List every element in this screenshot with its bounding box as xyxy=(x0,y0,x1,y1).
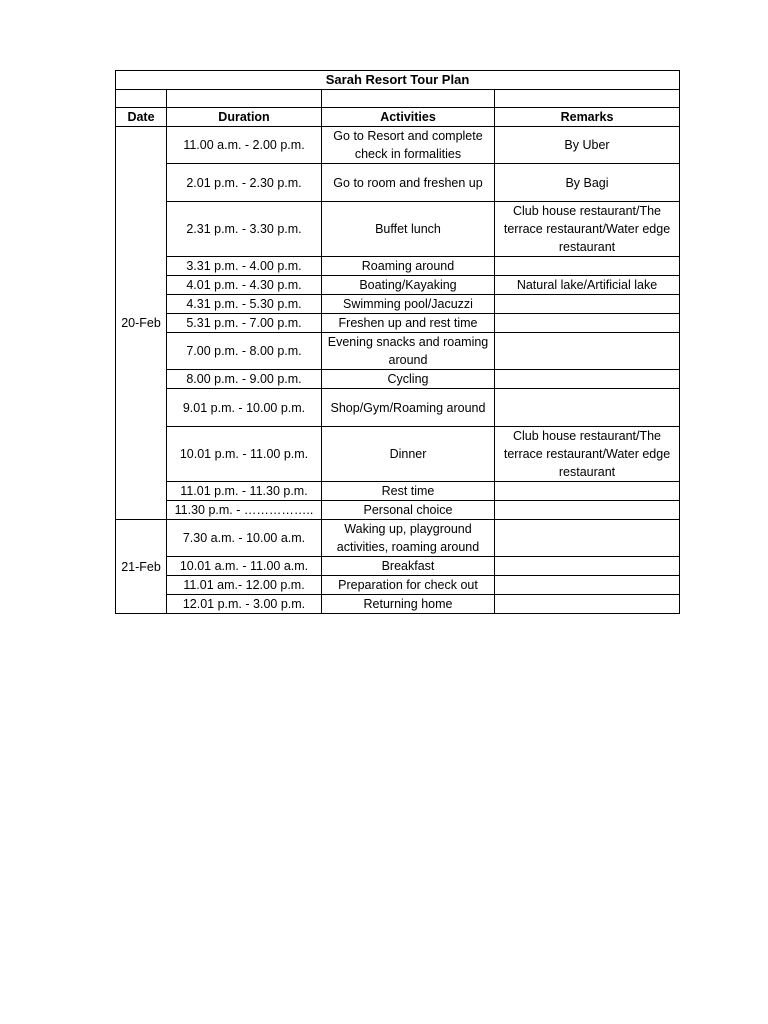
tour-plan-table xyxy=(115,70,680,614)
remarks-cell xyxy=(495,501,680,520)
duration-cell: 11.01 p.m. - 11.30 p.m. xyxy=(167,482,322,501)
activity-cell: Go to room and freshen up xyxy=(322,164,495,202)
remarks-cell xyxy=(495,576,680,595)
activity-cell: Evening snacks and roaming around xyxy=(322,333,495,370)
title-row xyxy=(116,71,680,90)
blank-cell xyxy=(116,90,167,108)
activity-cell: Freshen up and rest time xyxy=(322,314,495,333)
table-row xyxy=(116,576,680,595)
remarks-cell: Club house restaurant/The terrace restaurant/Water edge restaurant xyxy=(495,427,680,482)
table-row xyxy=(116,595,680,614)
activity-cell: Breakfast xyxy=(322,557,495,576)
table-row xyxy=(116,370,680,389)
remarks-cell: Club house restaurant/The terrace restaurant/Water edge restaurant xyxy=(495,202,680,257)
activity-cell: Shop/Gym/Roaming around xyxy=(322,389,495,427)
table-row xyxy=(116,520,680,557)
remarks-cell xyxy=(495,257,680,276)
duration-cell: 7.00 p.m. - 8.00 p.m. xyxy=(167,333,322,370)
header-remarks: Remarks xyxy=(495,108,680,127)
activity-cell: Boating/Kayaking xyxy=(322,276,495,295)
activity-cell: Dinner xyxy=(322,427,495,482)
activity-cell: Personal choice xyxy=(322,501,495,520)
blank-row xyxy=(116,90,680,108)
remarks-cell: Natural lake/Artificial lake xyxy=(495,276,680,295)
duration-cell: 12.01 p.m. - 3.00 p.m. xyxy=(167,595,322,614)
duration-cell: 4.31 p.m. - 5.30 p.m. xyxy=(167,295,322,314)
duration-cell: 10.01 p.m. - 11.00 p.m. xyxy=(167,427,322,482)
remarks-cell: By Bagi xyxy=(495,164,680,202)
remarks-cell xyxy=(495,595,680,614)
activity-cell: Cycling xyxy=(322,370,495,389)
duration-cell: 3.31 p.m. - 4.00 p.m. xyxy=(167,257,322,276)
remarks-cell xyxy=(495,389,680,427)
table-row xyxy=(116,427,680,482)
duration-cell: 9.01 p.m. - 10.00 p.m. xyxy=(167,389,322,427)
header-row xyxy=(116,108,680,127)
table-row xyxy=(116,295,680,314)
blank-cell xyxy=(495,90,680,108)
date-cell: 21-Feb xyxy=(116,520,167,614)
duration-cell: 7.30 a.m. - 10.00 a.m. xyxy=(167,520,322,557)
activity-cell: Go to Resort and complete check in formalities xyxy=(322,127,495,164)
table-row xyxy=(116,164,680,202)
table-row xyxy=(116,314,680,333)
blank-cell xyxy=(322,90,495,108)
activity-cell: Swimming pool/Jacuzzi xyxy=(322,295,495,314)
duration-cell: 11.30 p.m. - …………….. xyxy=(167,501,322,520)
table-row xyxy=(116,557,680,576)
duration-cell: 11.00 a.m. - 2.00 p.m. xyxy=(167,127,322,164)
table-row xyxy=(116,257,680,276)
remarks-cell xyxy=(495,370,680,389)
table-row xyxy=(116,333,680,370)
remarks-cell xyxy=(495,482,680,501)
table-row xyxy=(116,501,680,520)
remarks-cell xyxy=(495,557,680,576)
table-row xyxy=(116,389,680,427)
table-title: Sarah Resort Tour Plan xyxy=(116,71,680,90)
remarks-cell xyxy=(495,314,680,333)
table-row xyxy=(116,127,680,164)
duration-cell: 10.01 a.m. - 11.00 a.m. xyxy=(167,557,322,576)
duration-cell: 5.31 p.m. - 7.00 p.m. xyxy=(167,314,322,333)
activity-cell: Buffet lunch xyxy=(322,202,495,257)
header-duration: Duration xyxy=(167,108,322,127)
header-date: Date xyxy=(116,108,167,127)
activity-cell: Roaming around xyxy=(322,257,495,276)
duration-cell: 11.01 am.- 12.00 p.m. xyxy=(167,576,322,595)
remarks-cell xyxy=(495,333,680,370)
remarks-cell xyxy=(495,295,680,314)
date-cell: 20-Feb xyxy=(116,127,167,520)
remarks-cell xyxy=(495,520,680,557)
activity-cell: Rest time xyxy=(322,482,495,501)
table-row xyxy=(116,202,680,257)
duration-cell: 8.00 p.m. - 9.00 p.m. xyxy=(167,370,322,389)
table-row xyxy=(116,482,680,501)
activity-cell: Returning home xyxy=(322,595,495,614)
duration-cell: 4.01 p.m. - 4.30 p.m. xyxy=(167,276,322,295)
activity-cell: Waking up, playground activities, roaming around xyxy=(322,520,495,557)
activity-cell: Preparation for check out xyxy=(322,576,495,595)
blank-cell xyxy=(167,90,322,108)
header-activities: Activities xyxy=(322,108,495,127)
duration-cell: 2.01 p.m. - 2.30 p.m. xyxy=(167,164,322,202)
duration-cell: 2.31 p.m. - 3.30 p.m. xyxy=(167,202,322,257)
table-row xyxy=(116,276,680,295)
remarks-cell: By Uber xyxy=(495,127,680,164)
